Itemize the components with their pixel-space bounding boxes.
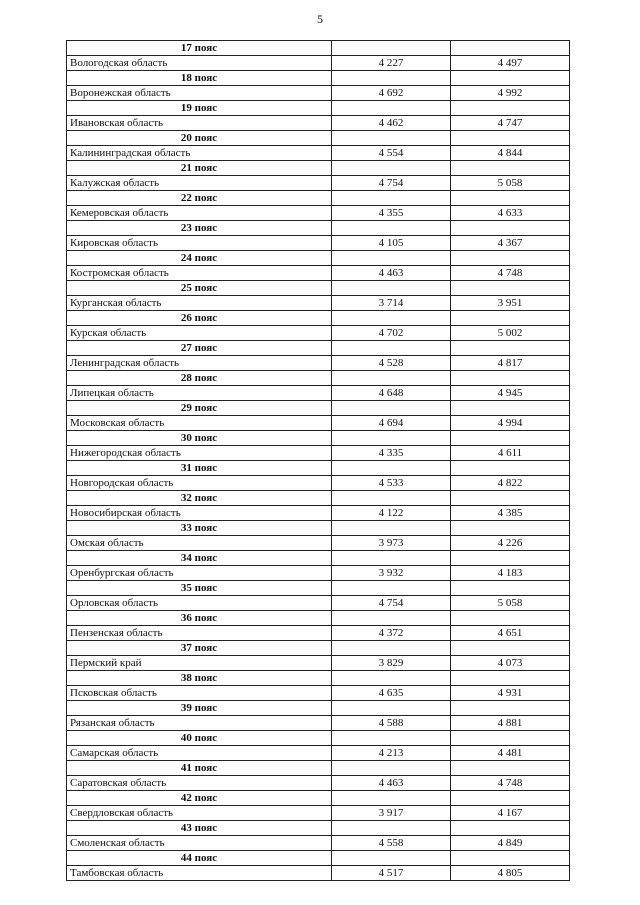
zone-label: 26 пояс [67, 311, 332, 326]
empty-cell [451, 821, 570, 836]
empty-cell [451, 41, 570, 56]
value-1: 4 517 [332, 866, 451, 881]
empty-cell [451, 341, 570, 356]
region-name: Псковская область [67, 686, 332, 701]
value-2: 4 385 [451, 506, 570, 521]
value-1: 3 714 [332, 296, 451, 311]
empty-cell [332, 851, 451, 866]
zone-label: 37 пояс [67, 641, 332, 656]
value-1: 4 754 [332, 176, 451, 191]
empty-cell [451, 191, 570, 206]
zone-header-row [67, 341, 570, 356]
empty-cell [332, 821, 451, 836]
zone-header-row [67, 101, 570, 116]
empty-cell [451, 791, 570, 806]
region-row [67, 326, 570, 341]
value-2: 4 748 [451, 266, 570, 281]
value-1: 4 754 [332, 596, 451, 611]
value-2: 4 367 [451, 236, 570, 251]
empty-cell [332, 491, 451, 506]
empty-cell [451, 641, 570, 656]
empty-cell [332, 191, 451, 206]
empty-cell [451, 701, 570, 716]
value-2: 4 748 [451, 776, 570, 791]
region-row [67, 116, 570, 131]
region-name: Саратовская область [67, 776, 332, 791]
value-1: 4 588 [332, 716, 451, 731]
zone-header-row [67, 791, 570, 806]
region-name: Курская область [67, 326, 332, 341]
empty-cell [451, 731, 570, 746]
zone-header-row [67, 641, 570, 656]
region-row [67, 236, 570, 251]
zone-label: 38 пояс [67, 671, 332, 686]
region-name: Московская область [67, 416, 332, 431]
zone-label: 20 пояс [67, 131, 332, 146]
region-name: Воронежская область [67, 86, 332, 101]
empty-cell [332, 671, 451, 686]
empty-cell [332, 461, 451, 476]
zone-label: 24 пояс [67, 251, 332, 266]
empty-cell [451, 851, 570, 866]
value-1: 4 335 [332, 446, 451, 461]
value-2: 5 002 [451, 326, 570, 341]
region-row [67, 716, 570, 731]
zone-label: 34 пояс [67, 551, 332, 566]
empty-cell [451, 431, 570, 446]
zone-label: 39 пояс [67, 701, 332, 716]
empty-cell [332, 311, 451, 326]
value-2: 4 822 [451, 476, 570, 491]
empty-cell [332, 641, 451, 656]
value-1: 4 558 [332, 836, 451, 851]
empty-cell [332, 551, 451, 566]
zone-header-row [67, 551, 570, 566]
value-2: 4 611 [451, 446, 570, 461]
value-2: 4 633 [451, 206, 570, 221]
region-name: Орловская область [67, 596, 332, 611]
empty-cell [451, 551, 570, 566]
value-2: 4 497 [451, 56, 570, 71]
empty-cell [332, 701, 451, 716]
zone-label: 30 пояс [67, 431, 332, 446]
zone-label: 21 пояс [67, 161, 332, 176]
zone-label: 40 пояс [67, 731, 332, 746]
empty-cell [332, 731, 451, 746]
zone-header-row [67, 761, 570, 776]
value-1: 4 635 [332, 686, 451, 701]
region-name: Вологодская область [67, 56, 332, 71]
value-2: 4 849 [451, 836, 570, 851]
empty-cell [451, 761, 570, 776]
region-row [67, 146, 570, 161]
region-row [67, 206, 570, 221]
zone-label: 43 пояс [67, 821, 332, 836]
zone-header-row [67, 701, 570, 716]
zone-label: 25 пояс [67, 281, 332, 296]
page-number: 5 [317, 12, 323, 26]
region-name: Липецкая область [67, 386, 332, 401]
value-1: 4 554 [332, 146, 451, 161]
region-name: Кемеровская область [67, 206, 332, 221]
value-2: 4 931 [451, 686, 570, 701]
zone-header-row [67, 251, 570, 266]
region-row [67, 176, 570, 191]
value-1: 4 213 [332, 746, 451, 761]
value-2: 4 992 [451, 86, 570, 101]
zone-label: 35 пояс [67, 581, 332, 596]
empty-cell [451, 311, 570, 326]
empty-cell [451, 521, 570, 536]
region-row [67, 596, 570, 611]
zone-label: 41 пояс [67, 761, 332, 776]
zone-label: 33 пояс [67, 521, 332, 536]
empty-cell [332, 221, 451, 236]
value-2: 4 073 [451, 656, 570, 671]
region-row [67, 746, 570, 761]
zone-label: 44 пояс [67, 851, 332, 866]
value-2: 4 994 [451, 416, 570, 431]
empty-cell [451, 401, 570, 416]
zone-label: 17 пояс [67, 41, 332, 56]
value-2: 5 058 [451, 176, 570, 191]
region-name: Оренбургская область [67, 566, 332, 581]
region-row [67, 296, 570, 311]
zone-label: 36 пояс [67, 611, 332, 626]
region-row [67, 806, 570, 821]
region-name: Калужская область [67, 176, 332, 191]
value-1: 4 648 [332, 386, 451, 401]
empty-cell [451, 461, 570, 476]
value-1: 4 105 [332, 236, 451, 251]
region-row [67, 566, 570, 581]
value-1: 3 932 [332, 566, 451, 581]
zone-label: 31 пояс [67, 461, 332, 476]
region-row [67, 836, 570, 851]
region-name: Калининградская область [67, 146, 332, 161]
empty-cell [451, 101, 570, 116]
region-name: Рязанская область [67, 716, 332, 731]
region-name: Новосибирская область [67, 506, 332, 521]
zone-header-row [67, 221, 570, 236]
zone-header-row [67, 431, 570, 446]
empty-cell [451, 131, 570, 146]
value-2: 4 226 [451, 536, 570, 551]
region-name: Новгородская область [67, 476, 332, 491]
empty-cell [332, 581, 451, 596]
region-row [67, 356, 570, 371]
region-name: Пермский край [67, 656, 332, 671]
empty-cell [332, 791, 451, 806]
zone-header-row [67, 71, 570, 86]
region-row [67, 686, 570, 701]
region-row [67, 446, 570, 461]
region-name: Ленинградская область [67, 356, 332, 371]
region-name: Ивановская область [67, 116, 332, 131]
value-2: 4 805 [451, 866, 570, 881]
empty-cell [332, 101, 451, 116]
region-row [67, 536, 570, 551]
value-2: 4 881 [451, 716, 570, 731]
zones-table-body [67, 41, 570, 881]
empty-cell [451, 611, 570, 626]
empty-cell [332, 71, 451, 86]
empty-cell [332, 41, 451, 56]
value-1: 4 463 [332, 776, 451, 791]
empty-cell [332, 401, 451, 416]
value-2: 5 058 [451, 596, 570, 611]
region-row [67, 86, 570, 101]
region-row [67, 506, 570, 521]
region-name: Смоленская область [67, 836, 332, 851]
zone-header-row [67, 491, 570, 506]
value-1: 4 533 [332, 476, 451, 491]
value-1: 4 692 [332, 86, 451, 101]
region-name: Тамбовская область [67, 866, 332, 881]
value-2: 3 951 [451, 296, 570, 311]
empty-cell [451, 161, 570, 176]
region-row [67, 776, 570, 791]
zone-header-row [67, 161, 570, 176]
value-2: 4 945 [451, 386, 570, 401]
value-2: 4 844 [451, 146, 570, 161]
region-name: Курганская область [67, 296, 332, 311]
region-name: Кировская область [67, 236, 332, 251]
zone-header-row [67, 41, 570, 56]
region-name: Пензенская область [67, 626, 332, 641]
zone-header-row [67, 581, 570, 596]
value-1: 4 528 [332, 356, 451, 371]
zone-header-row [67, 611, 570, 626]
value-1: 4 694 [332, 416, 451, 431]
empty-cell [332, 761, 451, 776]
empty-cell [332, 371, 451, 386]
empty-cell [451, 221, 570, 236]
region-name: Свердловская область [67, 806, 332, 821]
zone-header-row [67, 131, 570, 146]
value-1: 4 372 [332, 626, 451, 641]
zone-label: 29 пояс [67, 401, 332, 416]
zone-header-row [67, 461, 570, 476]
region-row [67, 866, 570, 881]
value-2: 4 183 [451, 566, 570, 581]
value-2: 4 651 [451, 626, 570, 641]
value-1: 4 122 [332, 506, 451, 521]
value-1: 4 355 [332, 206, 451, 221]
value-2: 4 167 [451, 806, 570, 821]
region-name: Нижегородская область [67, 446, 332, 461]
zone-label: 18 пояс [67, 71, 332, 86]
empty-cell [332, 131, 451, 146]
zone-header-row [67, 191, 570, 206]
region-row [67, 56, 570, 71]
zone-label: 19 пояс [67, 101, 332, 116]
region-row [67, 386, 570, 401]
zone-label: 42 пояс [67, 791, 332, 806]
value-1: 3 973 [332, 536, 451, 551]
value-2: 4 747 [451, 116, 570, 131]
value-1: 4 463 [332, 266, 451, 281]
region-row [67, 626, 570, 641]
value-1: 4 227 [332, 56, 451, 71]
empty-cell [332, 251, 451, 266]
empty-cell [332, 341, 451, 356]
empty-cell [451, 671, 570, 686]
zone-header-row [67, 821, 570, 836]
zone-header-row [67, 311, 570, 326]
empty-cell [332, 281, 451, 296]
zone-label: 22 пояс [67, 191, 332, 206]
empty-cell [332, 161, 451, 176]
zone-label: 27 пояс [67, 341, 332, 356]
region-name: Самарская область [67, 746, 332, 761]
zone-header-row [67, 281, 570, 296]
empty-cell [451, 581, 570, 596]
empty-cell [332, 431, 451, 446]
zone-label: 28 пояс [67, 371, 332, 386]
empty-cell [451, 71, 570, 86]
region-row [67, 416, 570, 431]
zone-header-row [67, 401, 570, 416]
zone-header-row [67, 371, 570, 386]
zone-label: 23 пояс [67, 221, 332, 236]
region-name: Костромская область [67, 266, 332, 281]
value-1: 3 829 [332, 656, 451, 671]
zone-label: 32 пояс [67, 491, 332, 506]
value-1: 4 702 [332, 326, 451, 341]
empty-cell [451, 371, 570, 386]
empty-cell [332, 521, 451, 536]
empty-cell [451, 251, 570, 266]
region-row [67, 656, 570, 671]
empty-cell [451, 281, 570, 296]
value-1: 4 462 [332, 116, 451, 131]
zone-header-row [67, 671, 570, 686]
zone-header-row [67, 731, 570, 746]
zone-header-row [67, 851, 570, 866]
zones-table [66, 40, 570, 881]
empty-cell [451, 491, 570, 506]
value-1: 3 917 [332, 806, 451, 821]
region-name: Омская область [67, 536, 332, 551]
value-2: 4 481 [451, 746, 570, 761]
empty-cell [332, 611, 451, 626]
zone-header-row [67, 521, 570, 536]
value-2: 4 817 [451, 356, 570, 371]
region-row [67, 476, 570, 491]
region-row [67, 266, 570, 281]
